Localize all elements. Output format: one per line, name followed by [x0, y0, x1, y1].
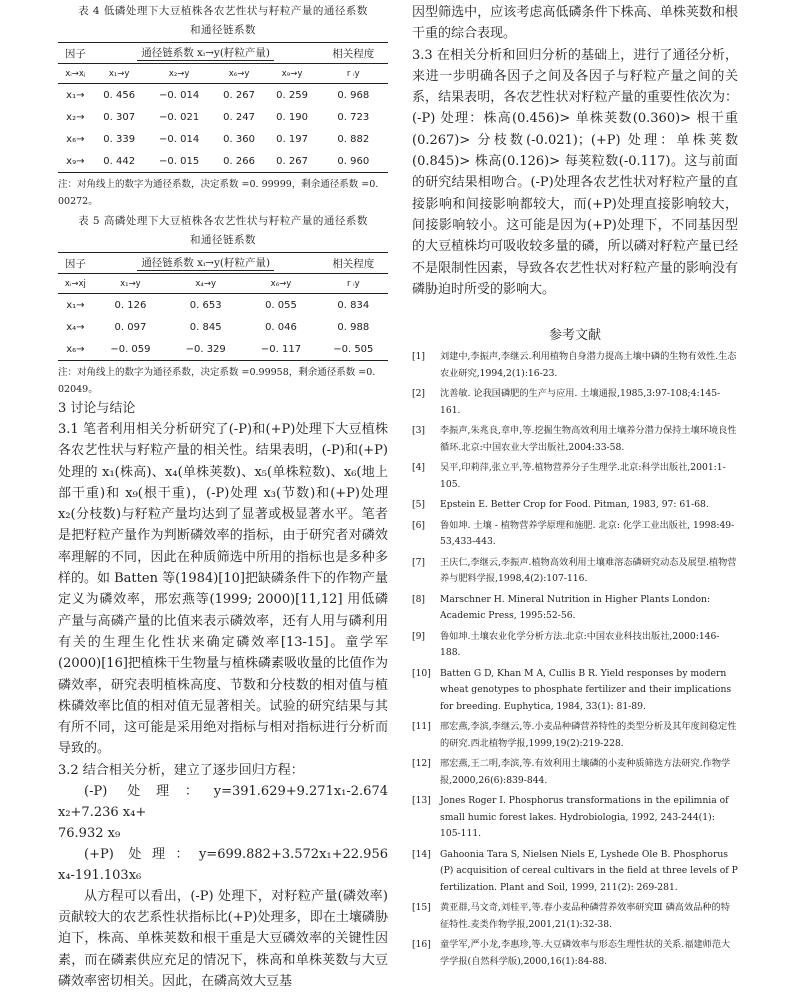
table-cell: 0. 360 — [223, 133, 255, 145]
reference-text: 邢宏燕,王二明,李滨,等.有效利用土壤磷的小麦种质筛选方法研究.作物学报,2000,26(6):839-844. — [440, 758, 731, 786]
reference-item — [412, 666, 738, 716]
table-cell: 0. 988 — [337, 321, 370, 333]
discussion-section — [58, 398, 388, 992]
reference-text: Epstein E. Better Crop for Food. Pitman, 1983, 97: 61-68. — [440, 499, 709, 511]
table5-caption-line2: 和通径链系数 — [190, 234, 256, 246]
table-cell: 0. 266 — [213, 150, 266, 173]
reference-item — [412, 719, 738, 752]
reference-item — [412, 756, 738, 789]
table-cell: x₉→ — [58, 150, 93, 173]
table-cell: 0. 456 — [103, 89, 136, 101]
table4-header-path — [93, 43, 319, 64]
reference-item — [412, 555, 738, 588]
table5 — [58, 252, 388, 361]
reference-text: 刘建中,李振声,李继云.利用植物自身潜力提高土壤中磷的生物有效性.生态农业研究,1994,2(1):16-23. — [440, 351, 737, 379]
reference-item — [412, 349, 738, 382]
table-cell: −0. 015 — [146, 150, 213, 173]
table-cell: −0. 059 — [93, 338, 168, 361]
table-cell: 0. 097 — [114, 321, 147, 333]
reference-number: [11] — [412, 721, 431, 733]
reference-text: 鲁如坤. 土壤 - 植物营养学原理和施肥. 北京: 化学工业出版社, 1998:49-53,433-443. — [440, 519, 735, 548]
left-column — [58, 0, 388, 992]
reference-text: 吴平,印莉萍,张立平,等.植物营养分子生理学.北京:科学出版社,2001:1-105. — [440, 462, 726, 490]
reference-text: 童学军,严小龙,李惠珍,等.大豆磷效率与形态生理性状的关系.福建师范大学学报(自然科学版),2000,16(1):84-88. — [440, 939, 731, 967]
reference-item — [412, 592, 738, 625]
reference-text: Gahoonia Tara S, Nielsen Niels E, Lyshede Ole B. Phosphorus (P) acquisition of cereal cultivars in the field at three levels of P fertilization. Plant and Soil, 1999, 211(2): 269-281. — [440, 848, 738, 893]
table5-header-path — [93, 253, 319, 274]
table-cell: x₆→ — [66, 133, 85, 145]
section-title: 3 讨论与结论 — [58, 401, 136, 416]
reference-number: [3] — [412, 425, 426, 437]
reference-text: 黄亚群,马文奇,刘桂平,等.春小麦品种磷营养效率研究Ⅲ 磷高效品种的特征特性.麦类作物学报,2001,21(1):32-38. — [440, 902, 730, 930]
table-cell: x₁→ — [66, 89, 85, 101]
reference-text: Batten G D, Khan M A, Cullis B R. Yield responses by modern wheat genotypes to phosphate fertilizer and their implications for breeding. Euphytica, 1984, 33(1): 81-89. — [440, 667, 732, 712]
table-row — [58, 128, 388, 150]
table-cell: x₁→ — [66, 299, 85, 311]
continued-paragraph: 因型筛选中，应该考虑高低磷条件下株高、单株荚数和根干重的综合表现。 — [412, 5, 738, 42]
reference-item — [412, 460, 738, 493]
table-cell: 0. 055 — [265, 299, 297, 311]
table-row — [58, 294, 388, 317]
table-cell: 0. 307 — [103, 111, 136, 123]
table5-caption — [58, 212, 388, 250]
table5-header-path-label: 通径链系数 xᵢ→y(籽粒产量) — [137, 255, 274, 271]
reference-item — [412, 386, 738, 419]
reference-number: [2] — [412, 388, 426, 400]
reference-item — [412, 793, 738, 843]
reference-text: 王庆仁,李继云,李振声.植物高效利用土壤难溶态磷研究动态及展望.植物营养与肥料学报,1998,4(2):107-116. — [440, 556, 737, 585]
table4-header-path-label: 通径链系数 xᵢ→y(籽粒产量) — [137, 45, 274, 61]
reference-number: [7] — [412, 556, 426, 568]
table4-note: 注：对角线上的数字为通径系数，决定系数 =0. 99999，剩余通径系数 =0. 00272。 — [58, 179, 379, 207]
table-row — [58, 338, 388, 361]
table5-caption-line1: 表 5 高磷处理下大豆植株各农艺性状与籽粒产量的通径系数 — [78, 215, 368, 227]
reference-number: [6] — [412, 519, 426, 531]
reference-item — [412, 629, 738, 662]
table-cell: −0. 329 — [168, 338, 243, 361]
table5-sub-1: x₁→y — [93, 274, 168, 294]
right-column — [412, 0, 738, 974]
equation-plus-p: (+P) 处理：y=699.882+3.572x₁+22.956 x₄-191.103x₆ — [58, 846, 388, 883]
table5-header-corr: 相关程度 — [319, 253, 388, 274]
table4-header-factor: 因子 — [58, 43, 93, 64]
table4-sub-1: x₁→y — [93, 64, 146, 84]
reference-item — [412, 423, 738, 456]
table-cell: 0. 190 — [276, 111, 308, 123]
table-cell: 0. 723 — [337, 111, 370, 123]
reference-item — [412, 937, 738, 970]
table-cell: 0. 126 — [114, 299, 147, 311]
table-cell: x₄→ — [66, 321, 85, 333]
table5-header-factor: 因子 — [58, 253, 93, 274]
table4-header-corr: 相关程度 — [319, 43, 388, 64]
table5-sub-0: xᵢ→xj — [58, 274, 93, 294]
table-cell: 0. 960 — [319, 150, 388, 173]
table4-caption-line1: 表 4 低磷处理下大豆植株各农艺性状与籽粒产量的通径系数 — [78, 5, 368, 17]
table-cell: 0. 882 — [337, 133, 370, 145]
reference-number: [8] — [412, 593, 426, 605]
table-cell: −0. 021 — [159, 111, 200, 123]
table-cell: −0. 117 — [243, 338, 318, 361]
table-cell: 0. 259 — [276, 89, 308, 101]
reference-number: [14] — [412, 848, 431, 860]
table4-sub-4: x₉→y — [266, 64, 319, 84]
table-cell: 0. 247 — [223, 111, 255, 123]
reference-number: [12] — [412, 758, 431, 770]
equation-minus-p-cont: 76.932 x₉ — [58, 825, 121, 841]
reference-text: 邢宏燕,李滨,李继云,等.小麦品种磷营养特性的类型分析及其年度间稳定性的研究.西北植物学报,1999,19(2):219-228. — [440, 721, 737, 749]
table4-sub-3: x₆→y — [213, 64, 266, 84]
table5-sub-3: x₆→y — [243, 274, 318, 294]
right-body — [412, 2, 738, 300]
table-cell: x₂→ — [66, 111, 85, 123]
table-cell: −0. 505 — [319, 338, 388, 361]
table-cell: 0. 442 — [93, 150, 146, 173]
reference-number: [5] — [412, 499, 426, 511]
table-cell: 0. 653 — [189, 299, 222, 311]
table5-sub-2: x₄→y — [168, 274, 243, 294]
reference-item — [412, 900, 738, 933]
table-cell: 0. 267 — [266, 150, 319, 173]
table5-note: 注：对角线上的数字为通径系数，决定系数 =0.99958，剩余通径系数 =0. 02049。 — [58, 367, 376, 395]
table-row — [58, 106, 388, 128]
table5-sub-4: r ᵢy — [319, 274, 388, 294]
section-3-2-body: 从方程可以看出，(-P) 处理下，对籽粒产量(磷效率)贡献较大的农艺系性状指标比(+P)处理多，即在土壤磷胁迫下，株高、单株荚数和根干重是大豆磷效率的关键性因素，而在磷素供应充足的情况下，株高和单株荚数与大豆磷效率密切相关。因此，在磷高效大豆基 — [58, 888, 388, 989]
reference-item — [412, 497, 738, 514]
table-cell: 0. 845 — [189, 321, 222, 333]
table-cell: 0. 834 — [337, 299, 370, 311]
reference-number: [10] — [412, 667, 431, 679]
table-cell: −0. 014 — [159, 89, 200, 101]
table-cell: 0. 197 — [276, 133, 308, 145]
table-row — [58, 316, 388, 338]
section-3-3: 3.3 在相关分析和回归分析的基础上，进行了通径分析，来进一步明确各因子之间及各因子与籽粒产量之间的关系，结果表明，各农艺性状对籽粒产量的重要性依次为：(-P) 处理：株高(0.456)> 单株荚数(0.360)> 根干重(0.267)> 分枝数(-0.021)；(+P) 处理：单株荚数(0.845)> 株高(0.126)> 每荚粒数(-0.117)。这与前面的研究结果相吻合。(-P)处理各农艺性状对籽粒产量的直接影响和间接影响都较大，而(+P)处理直接影响较大，间接影响较小。这可能是因为(+P)处理下，不同基因型的大豆植株均可吸收较多量的磷，所以磷对籽粒产量已经不是限制性因素，导致各农艺性状对籽粒产量的影响没有磷胁迫时所受的影响大。 — [412, 47, 738, 297]
table4-sub-2: x₂→y — [146, 64, 213, 84]
section-3-2-title: 3.2 结合相关分析，建立了逐步回归方程： — [58, 762, 304, 778]
table-row — [58, 150, 388, 173]
reference-text: Jones Roger I. Phosphorus transformations in the epilimnia of small humic forest lakes. Hydrobiologia, 1992, 243-244(1): 105-111. — [440, 795, 729, 840]
reference-number: [1] — [412, 351, 426, 363]
table-cell: −0. 014 — [159, 133, 200, 145]
reference-number: [15] — [412, 902, 431, 914]
section-3-1: 3.1 笔者利用相关分析研究了(-P)和(+P)处理下大豆植株各农艺性状与籽粒产量的相关性。结果表明，(-P)和(+P)处理的 x₁(株高)、x₄(单株荚数)、x₅(单株粒数)、x₆(地上部干重)和 x₉(根干重)，(-P)处理 x₃(节数)和(+P)处理 x₂(分枝数)与籽粒产量均达到了显著或极显著水平。笔者是把籽粒产量作为判断磷效率的指标，由于研究者对磷效率理解的不同，因此在种质筛选中所用的指标也是多种多样的。如 Batten 等(1984)[10]把缺磷条件下的作物产量定义为磷效率，邢宏燕等(1999; 2000)[11,12] 用低磷产量与高磷产量的比值来表示磷效率，还有人用与磷利用有关的生理生化性状来确定磷效率[13-15]。童学军(2000)[16]把植株干生物量与植株磷素吸收量的比值作为磷效率，研究表明植株高度、节数和分枝数的相对值与植株磷效率比值的相对值无显著相关。试验的研究结果与其有所不同，这可能是采用绝对指标与相对指标进行分析而导致的。 — [58, 422, 388, 757]
table-row — [58, 84, 388, 107]
table4-caption — [58, 2, 388, 40]
table-cell: 0. 267 — [223, 89, 255, 101]
table-cell: 0. 339 — [103, 133, 136, 145]
reference-item — [412, 847, 738, 897]
table4-sub-5: r ᵢy — [319, 64, 388, 84]
reference-number: [16] — [412, 939, 431, 951]
table4-caption-line2: 和通径链系数 — [190, 24, 256, 36]
equation-minus-p: (-P) 处理：y=391.629+9.271x₁-2.674 x₂+7.236 x₄+ — [58, 783, 388, 820]
references-list — [412, 349, 738, 970]
reference-item — [412, 518, 738, 551]
table4-sub-0: xᵢ→xⱼ — [58, 64, 93, 84]
table4 — [58, 42, 388, 173]
reference-number: [4] — [412, 462, 426, 474]
reference-text: 李振声,朱兆良,章申,等.挖掘生物高效利用土壤养分潜力保持土壤环境良性循环.北京:中国农业大学出版社,2004:33-58. — [440, 425, 737, 453]
references-title: 参考文献 — [548, 328, 601, 344]
table-cell: x₆→ — [58, 338, 93, 361]
reference-text: Marschner H. Mineral Nutrition in Higher Plants London: Academic Press, 1995:52-56. — [440, 593, 711, 622]
reference-text: 鲁如坤.土壤农业化学分析方法.北京:中国农业科技出版社,2000:146-188. — [440, 630, 720, 659]
table-cell: 0. 046 — [265, 321, 297, 333]
table-cell: 0. 968 — [337, 89, 370, 101]
reference-number: [13] — [412, 795, 431, 807]
reference-number: [9] — [412, 630, 426, 642]
reference-text: 沈善敏. 论我国磷肥的生产与应用. 土壤通报,1985,3:97-108;4:145-161. — [440, 388, 721, 416]
